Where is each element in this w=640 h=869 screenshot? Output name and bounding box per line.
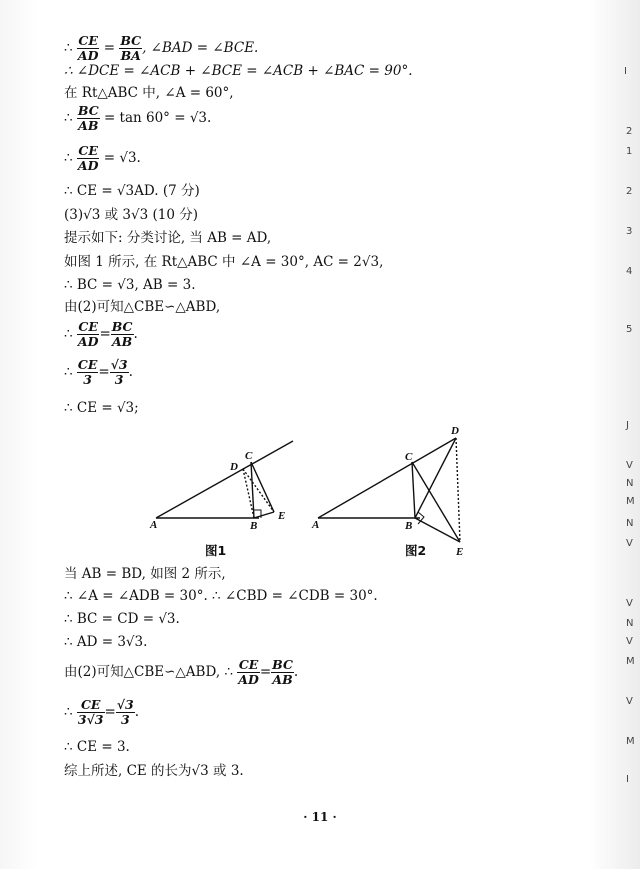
line-16: ∴ ∠A = ∠ADB = 30°. ∴ ∠CBD = ∠CDB = 30°. [64,588,378,604]
fraction-bc-ab: $\frac{BC}{AB}$ [272,657,293,687]
line-3: 在 Rt△ABC 中, ∠A = 60°, [64,85,234,101]
line-6: ∴ CE = √3AD. (7 分) [64,183,200,199]
fraction-root3-3: $\frac{√3}{3}$ [110,357,128,387]
edge-mark: M [626,496,635,507]
edge-mark: 2 [626,126,633,137]
edge-mark: 4 [626,266,633,277]
line-22: 综上所述, CE 的长为√3 或 3. [64,763,244,779]
fig1-line-ad [156,441,293,518]
fraction-bc-ba: $\frac{BC}{BA}$ [120,33,142,63]
line-12: ∴ $\frac{CE}{AD}$ = $\frac{BC}{AB}$ . [64,319,138,349]
fig2-label-b: B [405,520,413,532]
fraction-ce-ad: $\frac{CE}{AD}$ [238,657,259,687]
figure-1 [156,441,293,518]
fraction-bc-ab: $\frac{BC}{AB}$ [111,319,133,349]
line-11: 由(2)可知△CBE∽△ABD, [64,299,221,315]
fig2-line-cb [412,462,415,518]
line-15: 当 AB = BD, 如图 2 所示, [64,566,226,582]
fraction-root3-3: $\frac{√3}{3}$ [116,697,134,727]
fraction-ce-ad: $\frac{CE}{AD}$ [77,143,99,173]
edge-mark: M [626,736,635,747]
tan-value: = tan 60° = √3. [103,110,212,126]
equals: = [103,40,116,56]
line-17: ∴ BC = CD = √3. [64,611,180,627]
line-5: ∴ $\frac{CE}{AD}$ = √3. [64,143,141,173]
fig1-label-d: D [230,461,238,473]
fraction-ce-ad: $\frac{CE}{AD}$ [77,33,99,63]
edge-mark: 1 [626,146,633,157]
fig1-line-ce [251,462,274,512]
edge-mark: J [626,420,629,431]
edge-mark: N [626,618,634,629]
fraction-ce-3: $\frac{CE}{3}$ [77,357,98,387]
fraction-ce-3root3: $\frac{CE}{3√3}$ [77,697,104,727]
edge-mark: V [626,598,633,609]
line-7: (3)√3 或 3√3 (10 分) [64,207,198,223]
line-2: ∴ ∠DCE = ∠ACB + ∠BCE = ∠ACB + ∠BAC = 90°. [64,63,413,79]
edge-mark: N [626,478,634,489]
edge-mark: M [626,656,635,667]
fig2-caption: 图2 [405,543,427,558]
fig1-label-a: A [150,519,158,531]
line-9: 如图 1 所示, 在 Rt△ABC 中 ∠A = 30°, AC = 2√3, [64,254,384,270]
figure-2 [318,438,460,542]
edge-mark: V [626,636,633,647]
line-19: 由(2)可知△CBE∽△ABD, ∴ $\frac{CE}{AD}$ = $\frac{BC}{AB}$ . [64,657,299,687]
fraction-bc-ab: $\frac{BC}{AB}$ [77,103,99,133]
fig2-label-d: D [451,425,459,437]
fig1-line-be [254,512,274,518]
fig2-line-ce [412,462,460,542]
figure-labels [149,425,463,558]
line-8: 提示如下: 分类讨论, 当 AB = AD, [64,230,272,246]
line-13: ∴ $\frac{CE}{3}$ = $\frac{√3}{3}$ . [64,357,133,387]
line-21: ∴ CE = 3. [64,739,130,755]
fig1-label-c: C [245,450,253,462]
edge-mark: 5 [626,324,633,335]
angle-equality: , ∠BAD = ∠BCE. [142,40,259,56]
line-4: ∴ $\frac{BC}{AB}$ = tan 60° = √3. [64,103,212,133]
fig1-caption: 图1 [205,543,227,558]
fig2-label-e: E [456,546,464,558]
edge-mark: 3 [626,226,633,237]
fig2-label-a: A [312,519,320,531]
line-14: ∴ CE = √3; [64,400,139,416]
fig1-label-e: E [278,510,286,522]
edge-mark: I [624,66,627,77]
fig2-line-de [456,438,460,542]
fraction-ce-ad: $\frac{CE}{AD}$ [77,319,99,349]
edge-mark: 2 [626,186,633,197]
fig1-label-b: B [250,520,258,532]
fig2-label-c: C [405,451,413,463]
edge-mark: V [626,696,633,707]
therefore-symbol: ∴ [64,40,73,56]
edge-mark: V [626,460,633,471]
line-20: ∴ $\frac{CE}{3√3}$ = $\frac{√3}{3}$ . [64,697,140,727]
edge-mark: N [626,518,634,529]
page-number: · 11 · [303,810,337,824]
line-10: ∴ BC = √3, AB = 3. [64,277,196,293]
edge-mark: I [626,774,629,785]
edge-mark: V [626,538,633,549]
line-18: ∴ AD = 3√3. [64,634,148,650]
